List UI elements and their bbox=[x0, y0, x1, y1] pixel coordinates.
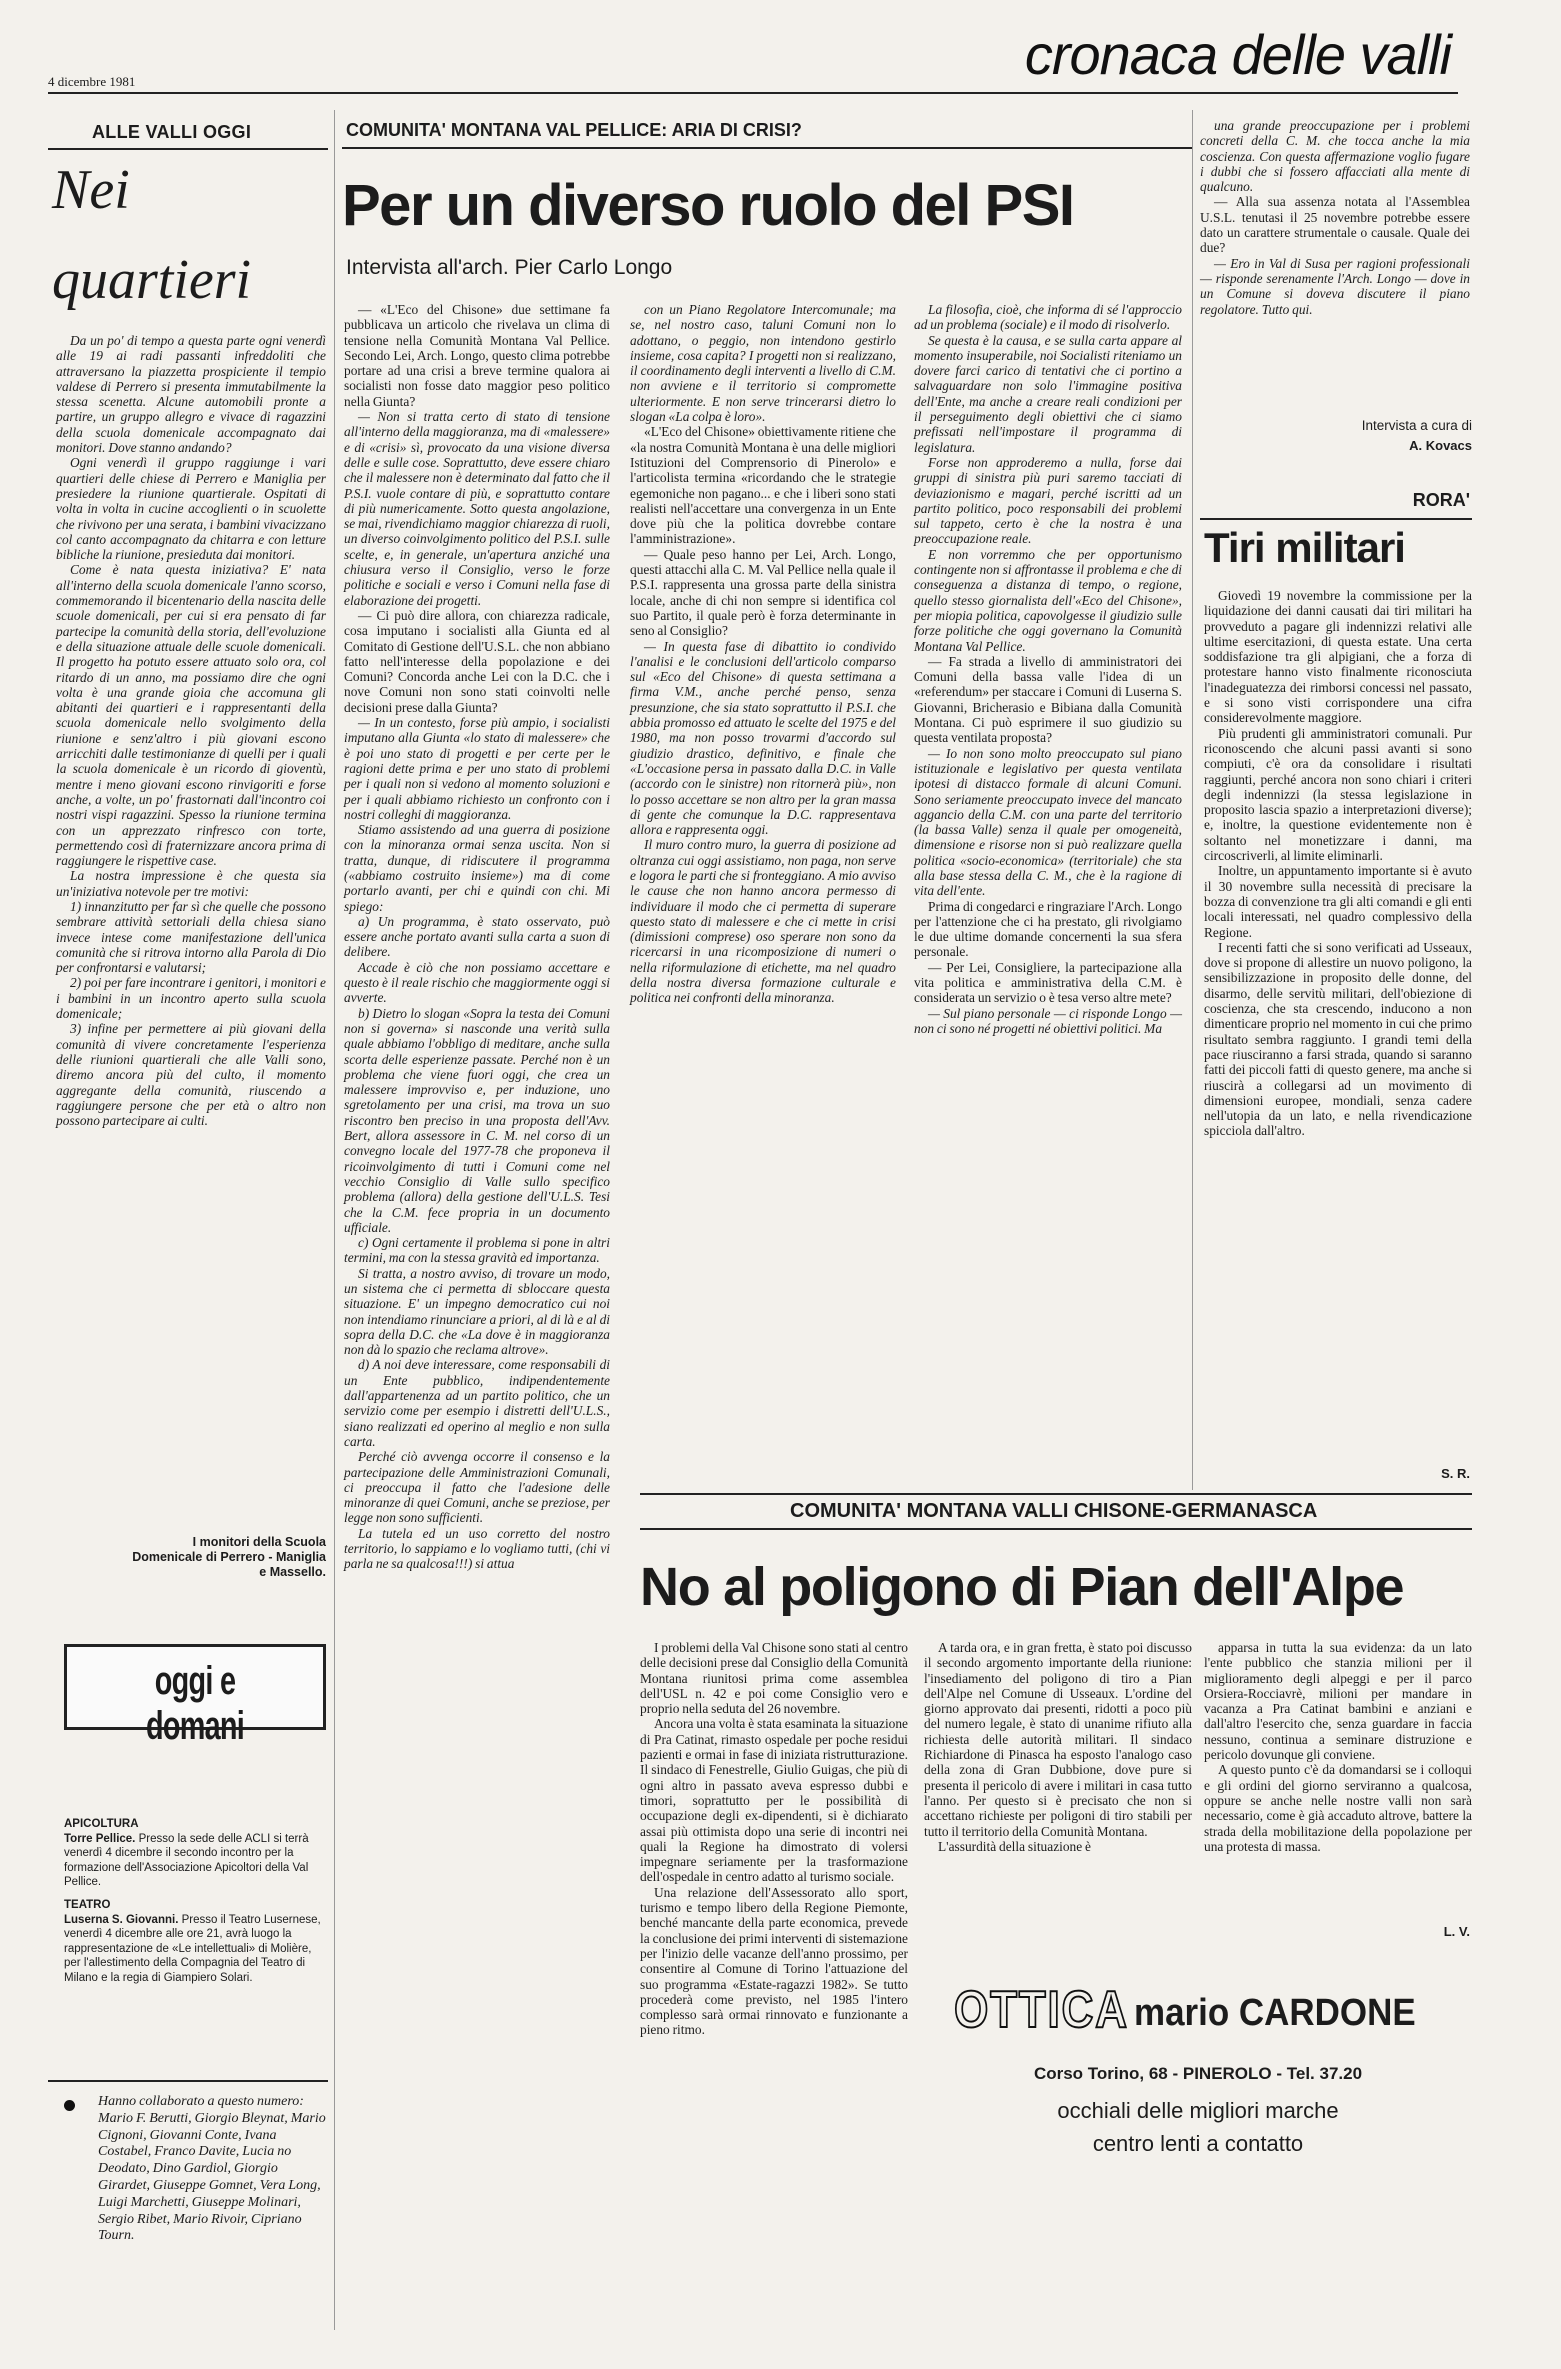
left-article-body bbox=[56, 333, 326, 1128]
paragraph: Da un po' di tempo a questa parte ogni venerdì alle 19 ai radi passanti infreddoliti che attraversano la piazzetta prospiciente il tempio valdese di Perrero si presenta immutabilmente la stessa scenetta. Alcune automobili pronte a partire, un gruppo allegro e vivace di ragazzini della scuola domenicale accompagnato dai monitori. Dove stanno andando? bbox=[56, 333, 326, 456]
pian-kicker-rule bbox=[640, 1528, 1472, 1530]
left-kicker: ALLE VALLI OGGI bbox=[92, 122, 252, 142]
ottica-line-2: centro lenti a contatto bbox=[1092, 2131, 1304, 2156]
pian-top-rule bbox=[640, 1493, 1472, 1495]
ottica-ad bbox=[924, 1978, 1472, 2156]
left-title-1: Nei bbox=[52, 159, 130, 221]
collab-text: Hanno collaborato a questo numero: Mario F. Berutti, Giorgio Bleynat, Mario Cignoni, Giovanni Conte, Ivana Costabel, Franco Davite, Lucia no Deodato, Dino Gardiol, Giorgio Girardet, Giuseppe Gomnet, Vera Long, Luigi Marchetti, Giuseppe Molinari, Sergio Ribet, Mario Rivoir, Cipriano Tourn. bbox=[98, 2094, 326, 2244]
paragraph: La filosofia, cioè, che informa di sé l'approccio ad un problema (sociale) e il modo di risolverlo. bbox=[914, 302, 1182, 333]
oggi-domani-logo-text: oggi e domani bbox=[145, 1659, 245, 1748]
paragraph: Ancora una volta è stata esaminata la situazione di Pra Catinat, rimasto ospedale per poche residui pazienti e ormai in fase di iniziata ristrutturazione. Il sindaco di Fenestrelle, Giulio Guigas, che più di ogni altro in passato aveva espresso dubbi e timori, soprattutto per le possibilità di occupazione degli ex-dipendenti, si è dichiarato assai più ottimista dopo una serie di incontri nei quali la Regione ha dimostrato di volersi impegnare seriamente per la trasformazione dell'ospedale in centro adatto al turismo sociale. bbox=[640, 1716, 908, 1885]
collab-bullet bbox=[64, 2100, 75, 2111]
pian-headline: No al poligono di Pian dell'Alpe bbox=[640, 1557, 1404, 1617]
masthead-date: 4 dicembre 1981 bbox=[48, 74, 136, 89]
psi-column-1 bbox=[344, 302, 610, 1572]
masthead-title: cronaca delle valli bbox=[1024, 23, 1451, 86]
psi-right-divider bbox=[1192, 110, 1193, 1490]
collab-rule bbox=[48, 2080, 328, 2082]
paragraph: b) Dietro lo slogan «Sopra la testa dei Comuni non si governa» si nasconde una verità sulla quale abbiamo l'obbligo di meditare, anche sulla scorta delle esperienze passate. Perché non è un problema che viene fuori oggi, che crea un malessere improvviso e, per induzione, uno sgretolamento per una crisi, ma trova un suo riscontro ben preciso in una proposta dell'Avv. Bert, allora assessore in C. M. nel corso di un convegno locale del 1977-78 che proponeva il ricoinvolgimento di tutti i Comuni come nel vecchio Consiglio di Valle sullo specifico problema (allora) della gestione dell'U.L.S. Tesi che la C.M. fece propria in un documento ufficiale. bbox=[344, 1005, 610, 1235]
paragraph: Una relazione dell'Assessorato allo sport, turismo e tempo libero della Regione Piemonte, benché mancante della parte economica, prevede la conclusione dei primi interventi di sistemazione per l'inizio delle vacanze dell'anno prossimo, per consentire al Comune di Torino l'attuazione del suo programma «Estate-ragazzi 1982». Se tutto procederà come previsto, nel 1985 l'intero complesso sarà ormai rinnovato e funzionante a pieno ritmo. bbox=[640, 1884, 908, 2038]
paragraph: — Per Lei, Consigliere, la partecipazione alla vita politica e amministrativa della C.M. è considerata un servizio o è tesa verso altre mete? bbox=[914, 959, 1182, 1006]
event-heading: APICOLTURA bbox=[64, 1818, 139, 1830]
paragraph: — Fa strada a livello di amministratori dei Comuni della bassa valle l'idea di un «referendum» per staccare i Comuni di Luserna S. Giovanni, Bricherasio e Bibiana dalla Comunità Montana. Ci può esprimere il suo giudizio su questa ventilata proposta? bbox=[914, 653, 1182, 746]
paragraph: A tarda ora, e in gran fretta, è stato poi discusso il secondo argomento importante della riunione: l'insediamento del poligono di tiro a Pian dell'Alpe nel Comune di Usseaux. L'ordine del giorno approvato dai presenti, ridotti a poco più del numero legale, è stato di unanime rifiuto alla richiesta delle autorità militari. Il sindaco Richiardone di Pinasca ha esposto l'analogo caso della zona di Gran Dubbione, dove pure si presenta il pericolo di avere i militari in casa tutto l'anno. Per questo si è precisato che non si accettano richieste per poligoni di tiro stabili per tutto il territorio della Comunità Montana. bbox=[924, 1640, 1192, 1839]
paragraph: L'assurdità della situazione è bbox=[938, 1838, 1091, 1854]
psi-subhead: Intervista all'arch. Pier Carlo Longo bbox=[346, 256, 673, 279]
paragraph: Come è nata questa iniziativa? E' nata all'interno della scuola domenicale l'anno scorso, commemorando il bicentenario della nascita delle scuole domenicali, per cui si era pensato di far partecipe la comunità della storia, dell'evoluzione e della situazione attuale delle scuole domenicali. Il progetto ha potuto essere attuato solo ora, col ritardo di un anno, ma possiamo dire che ogni volta è una grande gioia che accomuna gli abitanti dei quartieri e i rappresentanti della scuola domenicale nello svolgimento della riunione e senz'altro i più giovani escono arricchiti dalle testimonianze di quelli per i quali la scuola domenicale è un ricordo di gioventù, mentre i meno giovani escono rinvigoriti e forse anche, a volte, un po' frastornati dall'incontro coi nostri vispi ragazzini. Spesso la riunione termina con un apprezzato rinfresco con torte, permettendo così di fraternizzare ancora prima di raggiungere le rispettive case. bbox=[56, 562, 326, 869]
paragraph: — «L'Eco del Chisone» due settimane fa pubblicava un articolo che rivelava un clima di tensione nella Comunità Montana Val Pellice. Secondo Lei, Arch. Longo, questo clima potrebbe portare ad una crisi a breve termine qualora ai socialisti non fosse dato maggior peso politico nella Giunta? bbox=[344, 302, 610, 409]
psi-column-2 bbox=[630, 302, 896, 1006]
paragraph: La tutela ed un uso corretto del nostro territorio, lo sappiamo e lo vogliamo tutti, (chi vi parla ne sa qualcosa!!!) si attua bbox=[344, 1525, 610, 1572]
paragraph: Se questa è la causa, e se sulla carta appare al momento insuperabile, noi Socialisti riteniamo un dovere farci carico di tentativi che ci portino a salvaguardare non solo l'immagine positiva dell'Ente, ma anche a creare reali condizioni per il perseguimento degli obiettivi che ci siamo prefissati nell'impostare il programma di legislatura. bbox=[914, 332, 1182, 455]
paragraph: — Ero in Val di Susa per ragioni professionali — risponde serenamente l'Arch. Longo — dove in un Comune si doveva discutere il piano regolatore. Tutto qui. bbox=[1200, 255, 1470, 317]
event-heading: TEATRO bbox=[64, 1898, 111, 1911]
psi-headline: Per un diverso ruolo del PSI bbox=[342, 173, 1074, 238]
left-signature: I monitori della Scuola Domenicale di Perrero - Maniglia e Massello. bbox=[132, 1535, 326, 1579]
event-place: Torre Pellice. bbox=[64, 1832, 136, 1845]
oggi-domani-logo-box bbox=[64, 1644, 326, 1748]
pian-column-1 bbox=[640, 1640, 908, 2038]
left-column-divider bbox=[334, 110, 335, 2330]
rora-kicker: RORA' bbox=[1412, 490, 1470, 510]
psi-kicker: COMUNITA' MONTANA VAL PELLICE: ARIA DI CRISI? bbox=[346, 120, 802, 140]
paragraph: Prima di congedarci e ringraziare l'Arch. Longo per l'attenzione che ci ha prestato, gli rivolgiamo le due ultime domande concernenti la sua sfera personale. bbox=[914, 898, 1182, 960]
psi-signature-2: A. Kovacs bbox=[1409, 438, 1472, 453]
paragraph: 3) infine per permettere ai più giovani della comunità di vivere concretamente l'esperienza delle riunioni quartierali che alle Valli sono, diremo ancora più del culto, il momento aggregante della comunità, riuscendo a raggiungere persone che per età o altro non possono partecipare ai culti. bbox=[56, 1021, 326, 1129]
paragraph: A questo punto c'è da domandarsi se i colloqui e gli ordini del giorno serviranno a qualcosa, oppure se anche nelle nostre valli non sarà necessario, come è già accaduto altrove, battere la strada della mobilitazione della popolazione per una protesta di massa. bbox=[1204, 1762, 1472, 1854]
psi-column-4 bbox=[1200, 118, 1470, 317]
paragraph: Si tratta, a nostro avviso, di trovare un modo, un sistema che ci permetta di sbloccare questa situazione. E' un impegno democratico cui noi non intendiamo rinunciare a priori, al di là e al di sopra della D.C. che «La dove è in maggioranza non dà lo spazio che reclama altrove». bbox=[344, 1265, 610, 1358]
paragraph: Giovedì 19 novembre la commissione per la liquidazione dei danni causati dai tiri militari ha provveduto a pagare gli indennizzi relativi alle ultime esercitazioni, di questa estate. Una certa soddisfazione tra gli alpigiani, che a forza di protestare hanno visto finalmente riconosciuta l'inadeguatezza dei rimborsi concessi nel passato, e si sono visti corrispondere una cifra considerevolmente maggiore. bbox=[1204, 588, 1472, 726]
paragraph: Il muro contro muro, la guerra di posizione ad oltranza cui oggi assistiamo, non paga, non serve e logora le parti che si fronteggiano. A mio avviso le cause che non hanno ancora permesso di individuare il modo che ci permetta di superare questo stato di malessere e che ci mette in crisi (dimissioni comprese) oso sperare non sono da ricercarsi in una ricomposizione di numeri o nella riformulazione di etichette, ma nel quadro della nostra diversa formazione culturale e politica nei confronti della minoranza. bbox=[630, 837, 896, 1006]
paragraph: La nostra impressione è che questa sia un'iniziativa notevole per tre motivi: bbox=[56, 868, 326, 899]
paragraph: — Io non sono molto preoccupato sul piano istituzionale e legislativo per questa ventilata ipotesi di distacco formale di alcuni Comuni. Sono seriamente preoccupato invece del mancato aggancio della C.M. con una parte del territorio (la bassa Valle) senza il quale per omogeneità, dimensione e risorse non si può realizzare quella politica «socio-economica» (territoriale) che sta alla base stessa della C. M., che è la ragione di vita dell'ente. bbox=[914, 745, 1182, 899]
paragraph: E non vorremmo che per opportunismo contingente non si affrontasse il problema e che di conseguenza a distanza di tempo, o regione, quello stesso giornalista dell'«Eco del Chisone», per miopia politica, capovolgesse il giudizio sulle forze politiche che oggi governano la Comunità Montana Val Pellice. bbox=[914, 546, 1182, 654]
psi-column-3 bbox=[914, 302, 1182, 1036]
paragraph: — In questa fase di dibattito io condivido l'analisi e le conclusioni dell'articolo comparso sul «Eco del Chisone» di questa settimana a firma V.M., anche perché penso, senza presunzione, che sia stato soprattutto il P.S.I. che abbia promosso ed attuato le scelte del 1975 e del 1980, ma non posso trovarmi d'accordo sul giudizio drastico, definitivo, e finale che «L'occasione persa in passato dalla D.C. in Valle (accordo con le sinistre) non ritornerà più», non lo posso accettare se non altro per la gran massa di gente che comunque la D.C. rappresentava allora e rappresenta oggi. bbox=[630, 638, 896, 838]
paragraph: Inoltre, un appuntamento importante si è avuto il 30 novembre sulla necessità di precisare la bozza di convenzione tra gli alti comandi e gli enti locali interessati, nel quadro complessivo della Regione. bbox=[1204, 863, 1472, 940]
pian-kicker: COMUNITA' MONTANA VALLI CHISONE-GERMANASCA bbox=[790, 1500, 1318, 1522]
paragraph: a) Un programma, è stato osservato, può essere anche portato avanti sulla carta a suon di delibere. bbox=[344, 913, 610, 960]
ottica-brand-name: mario CARDONE bbox=[1134, 1992, 1416, 2034]
ottica-line-1: occhiali delle migliori marche bbox=[1057, 2098, 1339, 2123]
paragraph: — Sul piano personale — ci risponde Longo — non ci sono né progetti né obiettivi politici. Ma bbox=[914, 1005, 1182, 1036]
paragraph: apparsa in tutta la sua evidenza: da un lato l'ente pubblico che stanzia milioni per il miglioramento degli alpeggi e per il parco Orsiera-Rocciavrè, milioni per mandare in vacanza a Pra Catinat bambini e anziani e dall'altro l'esercito che, senza guardare in faccia nessuno, continua a seminare distruzione e pericolo dovunque gli conviene. bbox=[1204, 1640, 1472, 1763]
pian-signature: L. V. bbox=[1443, 1924, 1470, 1939]
rora-body bbox=[1204, 588, 1472, 1139]
paragraph: Forse non approderemo a nulla, forse dai gruppi di sinistra più puri saremo tacciati di deviazionismo e magari, perché iscritti ad un partito politico, poco responsabili dei problemi sul tappeto, certo è che la nostra è una preoccupazione reale. bbox=[914, 454, 1182, 547]
event-item bbox=[64, 1913, 326, 1986]
paragraph: c) Ogni certamente il problema si pone in altri termini, ma con la stessa gravità ed importanza. bbox=[344, 1235, 610, 1266]
rora-kicker-rule bbox=[1200, 518, 1472, 520]
psi-signature-1: Intervista a cura di bbox=[1361, 418, 1472, 433]
paragraph: «L'Eco del Chisone» obiettivamente ritiene che «la nostra Comunità Montana è una delle migliori Istituzioni del Comprensorio di Pinerolo» e l'articolista termina «ricordando che le strategie egemoniche non pagano... e che i liberi sono stati realisti nell'accettare una convergenza in un Ente dove più che la politica dovrebbe contare l'amministrazione». bbox=[630, 424, 896, 547]
paragraph: — Alla sua assenza notata al l'Assemblea U.S.L. tenutasi il 25 novembre potrebbe essere dato un carattere strumentale o causale. Quale dei due? bbox=[1200, 194, 1470, 256]
paragraph: Più prudenti gli amministratori comunali. Pur riconoscendo che alcuni passi avanti si sono compiuti, c'è ora da consolidare i risultati raggiunti, perché ancora non sono chiari i criteri degli indennizzi (la stessa legislazione in proposito lascia spazio a interpretazioni diverse); e, inoltre, la questione evidentemente non è soltanto nel monetizzare i danni, ma circoscriverli, al limite eliminarli. bbox=[1204, 725, 1472, 864]
paragraph: Stiamo assistendo ad una guerra di posizione con la minoranza ormai senza uscita. Non si tratta, dunque, di ridiscutere il programma («abbiamo costruito insieme») ma di come portarlo avanti, per chi e quindi con chi. Mi spiego: bbox=[344, 822, 610, 914]
rora-signature: S. R. bbox=[1441, 1466, 1470, 1481]
ottica-address: Corso Torino, 68 - PINEROLO - Tel. 37.20 bbox=[1033, 2064, 1363, 2083]
pian-column-3 bbox=[1204, 1640, 1472, 1854]
paragraph: Accade è ciò che non possiamo accettare e questo è il reale rischio che maggiormente oggi si avverte. bbox=[344, 959, 610, 1006]
paragraph: 2) poi per fare incontrare i genitori, i monitori e i bambini in un incontro aperto sulla scuola domenicale; bbox=[56, 975, 326, 1022]
rora-headline: Tiri militari bbox=[1204, 524, 1405, 571]
paragraph: d) A noi deve interessare, come responsabili di un Ente pubblico, indipendentemente dall'appartenenza ad un partito politico, che un servizio come per esempio i distretti dell'U.L.S., siano realizzati ed operino al meglio e non sulla carta. bbox=[344, 1357, 610, 1449]
paragraph: — Ci può dire allora, con chiarezza radicale, cosa imputano i socialisti alla Giunta ed al Comitato di Gestione dell'U.S.L. che non abbiano fatto nell'interesse della popolazione e dei Comuni? Concorda anche Lei con la D.C. che i nove Comuni non sono stati coinvolti nelle decisioni prese dalla Giunta? bbox=[344, 607, 610, 715]
paragraph: I problemi della Val Chisone sono stati al centro delle decisioni prese dal Consiglio della Comunità Montana riunitosi prima come assemblea dell'USL n. 42 e poi come Consiglio vero e proprio nella seduta del 26 novembre. bbox=[640, 1640, 908, 1717]
paragraph: 1) innanzitutto per far sì che quelle che possono sembrare attività settoriali della chiesa siano invece intese come manifestazione dell'unica comunità che si ritrova intorno alla Parola di Dio per confrontarsi e valutarsi; bbox=[56, 898, 326, 976]
paragraph: — Quale peso hanno per Lei, Arch. Longo, questi attacchi alla C. M. Val Pellice nella quale il P.S.I. rappresenta una grossa parte della sinistra locale, anche di chi non sempre si identifica col suo Partito, il quale però è forza determinante in seno al Consiglio? bbox=[630, 546, 896, 639]
left-title-2: quartieri bbox=[52, 249, 252, 311]
psi-kicker-rule bbox=[342, 147, 1192, 149]
left-kicker-rule bbox=[48, 148, 328, 150]
paragraph: Perché ciò avvenga occorre il consenso e la partecipazione delle Amministrazioni Comunali, ci preoccupa il fatto che l'adesione delle minoranze di quei Comuni, anche se preziose, per legge non sono sufficienti. bbox=[344, 1449, 610, 1526]
event-place: Luserna S. Giovanni. bbox=[64, 1913, 179, 1926]
events-list bbox=[64, 1817, 326, 1986]
event-text: Presso il Teatro Lusernese, venerdì 4 dicembre alle ore 21, avrà luogo la rappresentazione de «Le intellettuali» di Molière, per l'allestimento della Compagnia del Teatro di Milano e la regia di Giampiero Solari. bbox=[64, 1913, 321, 1984]
paragraph: — Non si tratta certo di stato di tensione all'interno della maggioranza, ma di «malessere» e di «crisi» sì, provocato da una visione diversa delle e sulle cose. Soprattutto, deve essere chiaro che il malessere non è determinato dal fatto che il P.S.I. vuole contare di più, e soprattutto contare di più numericamente. Sotto questa angolazione, se mai, rivendichiamo maggior chiarezza di ruoli, un diverso coinvolgimento politico del P.S.I. sulle scelte, e, in generale, un'apertura anziché una chiusura verso il Consiglio, verso le forze politiche e sociali e verso i Comuni nella fase di elaborazione dei progetti. bbox=[344, 409, 610, 608]
paragraph: con un Piano Regolatore Intercomunale; ma se, nel nostro caso, taluni Comuni non lo adottano, o peggio, non intendono gestirlo insieme, cosa capita? I progetti non si realizzano, il coordinamento degli interventi a livello di C.M. non avviene e il territorio si compromette ulteriormente. E non serve trincerarsi dietro lo slogan «La colpa è loro». bbox=[630, 302, 896, 425]
paragraph: Ogni venerdì il gruppo raggiunge i vari quartieri delle chiese di Perrero e Maniglia per presiedere la riunione quartierale. Ospitati di volta in volta in cucine accoglienti o in scuolette che rivivono per una serata, i bambini vivacizzano col canto accompagnato da chitarra e con letture bibliche la riunione, presieduta dai monitori. bbox=[56, 455, 326, 563]
pian-column-2 bbox=[924, 1640, 1192, 1854]
event-text: Presso la sede delle ACLI si terrà venerdì 4 dicembre il secondo incontro per la formazione dell'Associazione Apicoltori della Val Pellice. bbox=[64, 1832, 309, 1889]
event-item bbox=[64, 1832, 326, 1890]
paragraph: I recenti fatti che si sono verificati ad Usseaux, dove si propone di allestire un nuovo poligono, la sensibilizzazione in proposito delle donne, del disarmo, delle servitù militari, dell'obiezione di coscienza, che sta crescendo, inducono a non dimenticare proprio nel momento in cui che primo risultato sembra raggiunto. I grandi temi della pace riusciranno a farsi strada, quando si saranno fatti dei piccoli fatti di questo genere, ma anche si riuscirà a collegarsi ad un movimento di dimensioni europee, mondiali, senza cadere nell'utopia da un lato, e nella rivendicazione spicciola dall'altro. bbox=[1204, 939, 1472, 1139]
masthead-rule bbox=[48, 92, 1458, 94]
paragraph: una grande preoccupazione per i problemi concreti della C. M. che tocca anche la mia coscienza. Con questa affermazione voglio fugare i dubbi che si fossero affacciati alla mente di qualcuno. bbox=[1200, 118, 1470, 195]
ottica-brand-outline: OTTICA bbox=[954, 1981, 1129, 2039]
paragraph: — In un contesto, forse più ampio, i socialisti imputano alla Giunta «lo stato di malessere» che è poi uno stato di progetti e per certe per le ragioni dette prima e per uno stato di problemi per i quali non si vedono al momento soluzioni e per i quali abbiamo richiesto un confronto con i nostri colleghi di maggioranza. bbox=[344, 715, 610, 822]
